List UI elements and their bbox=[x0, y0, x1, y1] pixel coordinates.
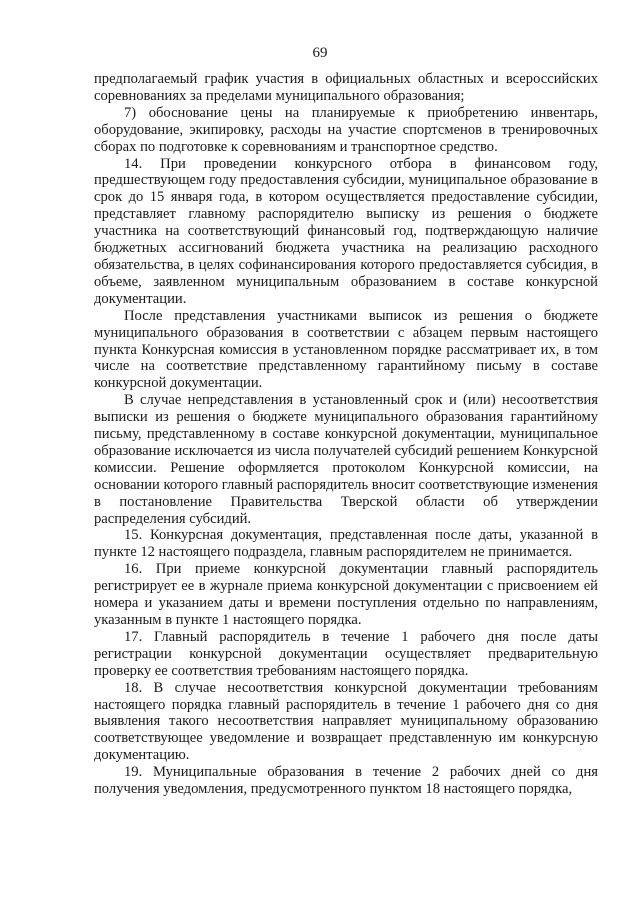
paragraph-item-7: 7) обоснование цены на планируемые к приобретению инвентарь, оборудование, экипировку, расходы на участие спортсменов в тренировочных сборах по подготовке к соревнованиям и транспортное средство. bbox=[94, 104, 598, 155]
paragraph-continuation: предполагаемый график участия в официальных областных и всероссийских соревнованиях за пределами муниципального образования; bbox=[94, 71, 598, 104]
page-number: 69 bbox=[312, 45, 328, 61]
paragraph-clause-18: 18. В случае несоответствия конкурсной документации требованиям настоящего порядка главный распорядитель в течение 1 рабочего дня со дня выявления такого несоответствия направляет муниципальному образованию соответствующее уведомление и возвращает представленную им конкурсную документацию. bbox=[94, 679, 598, 764]
paragraph-clause-15: 15. Конкурсная документация, представленная после даты, указанной в пункте 12 настоящего подраздела, главным распорядителем не принимается. bbox=[94, 527, 598, 561]
paragraph-clause-14: 14. При проведении конкурсного отбора в финансовом году, предшествующем году предоставления субсидии, муниципальное образование в срок до 15 января года, в котором осуществляется предоставление субсидии, представляет главному распорядителю выписку из решения о бюджете участника на соответствующий финансовый год, подтверждающую наличие бюджетных ассигнований бюджета участника на реализацию расходного обязательства, в целях софинансирования которого предоставляется субсидия, в объеме, заявленном муниципальным образованием в составе конкурсной документации. bbox=[94, 155, 598, 307]
document-body bbox=[94, 71, 598, 798]
paragraph-clause-14-part-3: В случае непредставления в установленный срок и (или) несоответствия выписки из решения о бюджете муниципального образования гарантийному письму, представленному в составе конкурсной документации, муниципальное образование исключается из числа получателей субсидий решением Конкурсной комиссии. Решение оформляется протоколом Конкурсной комиссии, на основании которого главный распорядитель вносит соответствующие изменения в постановление Правительства Тверской области об утверждении распределения субсидий. bbox=[94, 392, 598, 527]
paragraph-clause-19: 19. Муниципальные образования в течение 2 рабочих дней со дня получения уведомления, предусмотренного пунктом 18 настоящего порядка, bbox=[94, 764, 598, 798]
paragraph-clause-17: 17. Главный распорядитель в течение 1 рабочего дня после даты регистрации конкурсной документации осуществляет предварительную проверку ее соответствия требованиям настоящего порядка. bbox=[94, 628, 598, 679]
paragraph-clause-16: 16. При приеме конкурсной документации главный распорядитель регистрирует ее в журнале приема конкурсной документации с присвоением ей номера и указанием даты и времени поступления отдельно по направлениям, указанным в пункте 1 настоящего порядка. bbox=[94, 561, 598, 628]
paragraph-clause-14-part-2: После представления участниками выписок из решения о бюджете муниципального образования в соответствии с абзацем первым настоящего пункта Конкурсная комиссия в установленном порядке рассматривает их, в том числе на соответствие представленному гарантийному письму в составе конкурсной документации. bbox=[94, 307, 598, 392]
